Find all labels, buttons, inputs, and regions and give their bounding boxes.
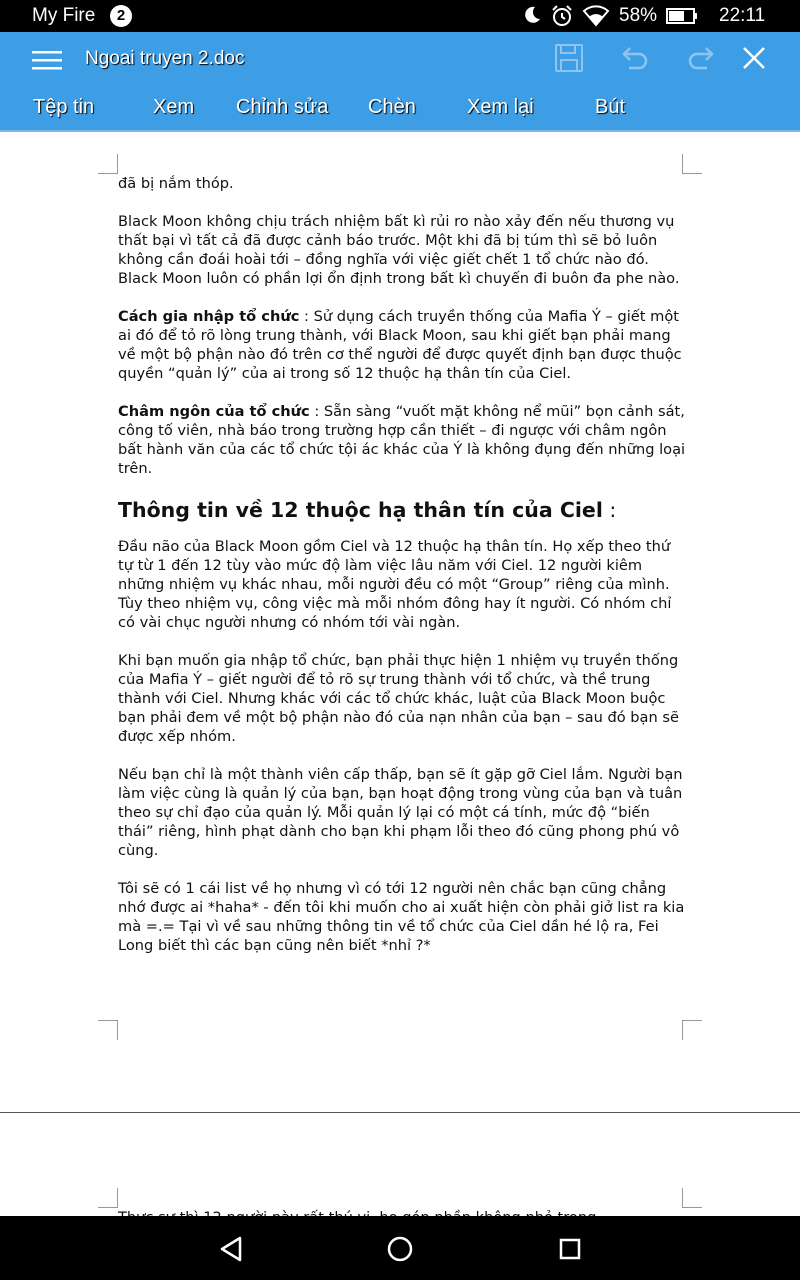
save-icon[interactable]: [553, 42, 585, 74]
battery-percent: 58%: [619, 5, 658, 26]
page-corner-mark: [98, 154, 118, 174]
menu-review[interactable]: Xem lại: [467, 96, 534, 118]
page-corner-mark: [682, 154, 702, 174]
bold-label: Châm ngôn của tổ chức: [118, 403, 310, 420]
carrier-label: My Fire: [32, 5, 96, 26]
paragraph: Nếu bạn chỉ là một thành viên cấp thấp, bạn sẽ ít gặp gỡ Ciel lắm. Người bạn làm việc cùng là quản lý của bạn, bạn hoạt động trong vùng của bạn và tuân theo sự chỉ đạo của quản lý. Mỗi quản lý lại có một cá tính, mức độ “biến thái” riêng, hình phạt dành cho bạn khi phạm lỗi theo đó cũng phong phú vô cùng.: [118, 766, 683, 859]
paragraph-text: : Sẵn sàng “vuốt mặt không nể mũi” bọn cảnh sát, công tố viên, nhà báo trong trường hợp cần thiết – đi ngược với châm ngôn bất hành văn của các tổ chức tội ác khác của Ý là không đụng đến những loại trên.: [118, 403, 686, 477]
menu-view[interactable]: Xem: [153, 96, 195, 118]
paragraph: đã bị nắm thóp.: [118, 175, 234, 192]
menu-edit[interactable]: Chỉnh sửa: [236, 96, 329, 118]
paragraph: Black Moon không chịu trách nhiệm bất kì rủi ro nào xảy đến nếu thương vụ thất bại vì tất cả đã được cảnh báo trước. Một khi đã bị túm thì sẽ bỏ luôn không cần đoái hoài tới – đồng nghĩa với việc giết chết 1 tổ chức nào đó. Black Moon luôn có phần lợi ổn định trong bất kì chuyến đi buôn đa phe nào.: [118, 213, 680, 287]
paragraph: Khi bạn muốn gia nhập tổ chức, bạn phải thực hiện 1 nhiệm vụ truyền thống của Mafia Ý – giết người để tỏ rõ sự trung thành với tổ chức, và thề trung thành với Ciel. Nhưng khác với các tổ chức khác, luật của Black Moon buộc bạn phải đem về một bộ phận nào đó của nạn nhân của bạn – sau đó bạn sẽ được xếp nhóm.: [118, 652, 679, 745]
menu-insert[interactable]: Chèn: [368, 96, 416, 118]
section-heading: [118, 497, 688, 523]
wifi-icon: [583, 5, 609, 27]
redo-icon[interactable]: [685, 42, 717, 74]
page-corner-mark: [98, 1188, 118, 1208]
recents-square-icon[interactable]: [555, 1234, 585, 1264]
app-toolbar: [0, 32, 800, 132]
heading-colon: :: [602, 498, 617, 522]
menu-file[interactable]: Tệp tin: [33, 96, 95, 118]
page-corner-mark: [682, 1020, 702, 1040]
undo-icon[interactable]: [619, 42, 651, 74]
clock: 22:11: [719, 5, 766, 26]
alarm-clock-icon: [550, 4, 574, 28]
paragraph: Đầu não của Black Moon gồm Ciel và 12 thuộc hạ thân tín. Họ xếp theo thứ tự từ 1 đến 12 tùy vào mức độ làm việc lâu năm với Ciel. 12 người kiêm những nhiệm vụ khác nhau, mỗi người đều có một “Group” riêng của mình. Tùy theo nhiệm vụ, công việc mà mỗi nhóm đông hay ít người. Có nhóm chỉ có vài chục người nhưng có nhóm tới vài ngàn.: [118, 538, 672, 631]
navigation-bar: [0, 1216, 800, 1280]
menu-pen[interactable]: Bút: [595, 96, 626, 118]
paragraph: [118, 402, 688, 478]
notification-count-badge: 2: [110, 5, 132, 27]
document-canvas[interactable]: [0, 134, 800, 1216]
battery-icon: [666, 8, 698, 24]
paragraph-text: : Sử dụng cách truyền thống của Mafia Ý – giết một ai đó để tỏ rõ lòng trung thành, với Black Moon, sau khi giết bạn phải mang về một bộ phận nào đó trên cơ thể người để được quyết định bạn được thuộc quyền “quản lý” của ai trong số 12 thuộc hạ thân tín của Ciel.: [118, 308, 682, 382]
ribbon-menu: [0, 96, 800, 126]
close-icon[interactable]: [738, 42, 770, 74]
back-triangle-icon[interactable]: [216, 1234, 246, 1264]
page-separator: [0, 1112, 800, 1113]
home-circle-icon[interactable]: [385, 1234, 415, 1264]
bold-label: Cách gia nhập tổ chức: [118, 308, 300, 325]
menu-hamburger-icon[interactable]: [32, 48, 64, 72]
page-content: [118, 174, 688, 974]
paragraph: Tôi sẽ có 1 cái list về họ nhưng vì có tới 12 người nên chắc bạn cũng chẳng nhớ được ai *haha* - đến tôi khi muốn cho ai xuất hiện còn phải giở list ra kia mà =.= Tại vì về sau những thông tin về tổ chức của Ciel dần hé lộ ra, Fei Long biết thì các bạn cũng nên biết *nhỉ ?*: [118, 880, 685, 954]
heading-text: Thông tin về 12 thuộc hạ thân tín của Ciel: [118, 498, 603, 522]
document-title: Ngoai truyen 2.doc: [85, 48, 245, 69]
page-corner-mark: [98, 1020, 118, 1040]
do-not-disturb-moon-icon: [522, 5, 542, 25]
page-corner-mark: [682, 1188, 702, 1208]
paragraph: [118, 307, 688, 383]
status-bar: [0, 0, 800, 32]
